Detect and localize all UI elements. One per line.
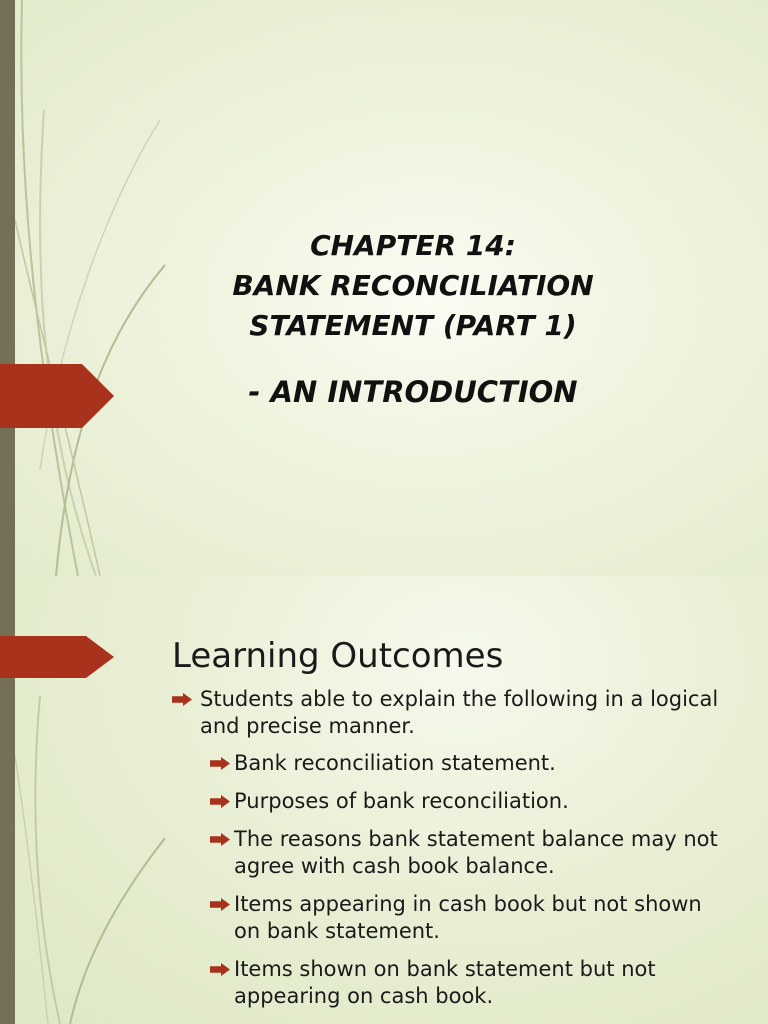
right-arrow-icon (210, 963, 230, 976)
list-item-text: Bank reconciliation statement. (234, 751, 556, 775)
side-bar (0, 0, 15, 576)
slide-title (160, 226, 666, 346)
right-arrow-icon (210, 795, 230, 808)
list-item (170, 826, 730, 880)
list-item-text: Students able to explain the following in a logical and precise manner. (200, 687, 719, 738)
right-arrow-icon (210, 833, 230, 846)
learning-outcomes-slide (0, 576, 768, 1024)
title-line-1: CHAPTER 14: (310, 229, 516, 262)
list-item (170, 891, 730, 945)
outcomes-list (170, 686, 730, 1021)
right-arrow-icon (210, 757, 230, 770)
list-item (170, 956, 730, 1010)
list-item-text: Items appearing in cash book but not shown on bank statement. (234, 892, 702, 943)
list-item (170, 788, 730, 815)
right-arrow-icon (172, 693, 192, 706)
title-line-3: STATEMENT (PART 1) (249, 309, 577, 342)
slide-subtitle: - AN INTRODUCTION (248, 375, 578, 409)
slide-heading: Learning Outcomes (172, 636, 504, 676)
list-item (170, 686, 730, 740)
list-item-text: Purposes of bank reconciliation. (234, 789, 569, 813)
list-item (170, 750, 730, 777)
right-arrow-icon (210, 898, 230, 911)
list-item-text: Items shown on bank statement but not appearing on cash book. (234, 957, 656, 1008)
title-line-2: BANK RECONCILIATION (232, 269, 594, 302)
list-item-text: The reasons bank statement balance may not agree with cash book balance. (234, 827, 718, 878)
